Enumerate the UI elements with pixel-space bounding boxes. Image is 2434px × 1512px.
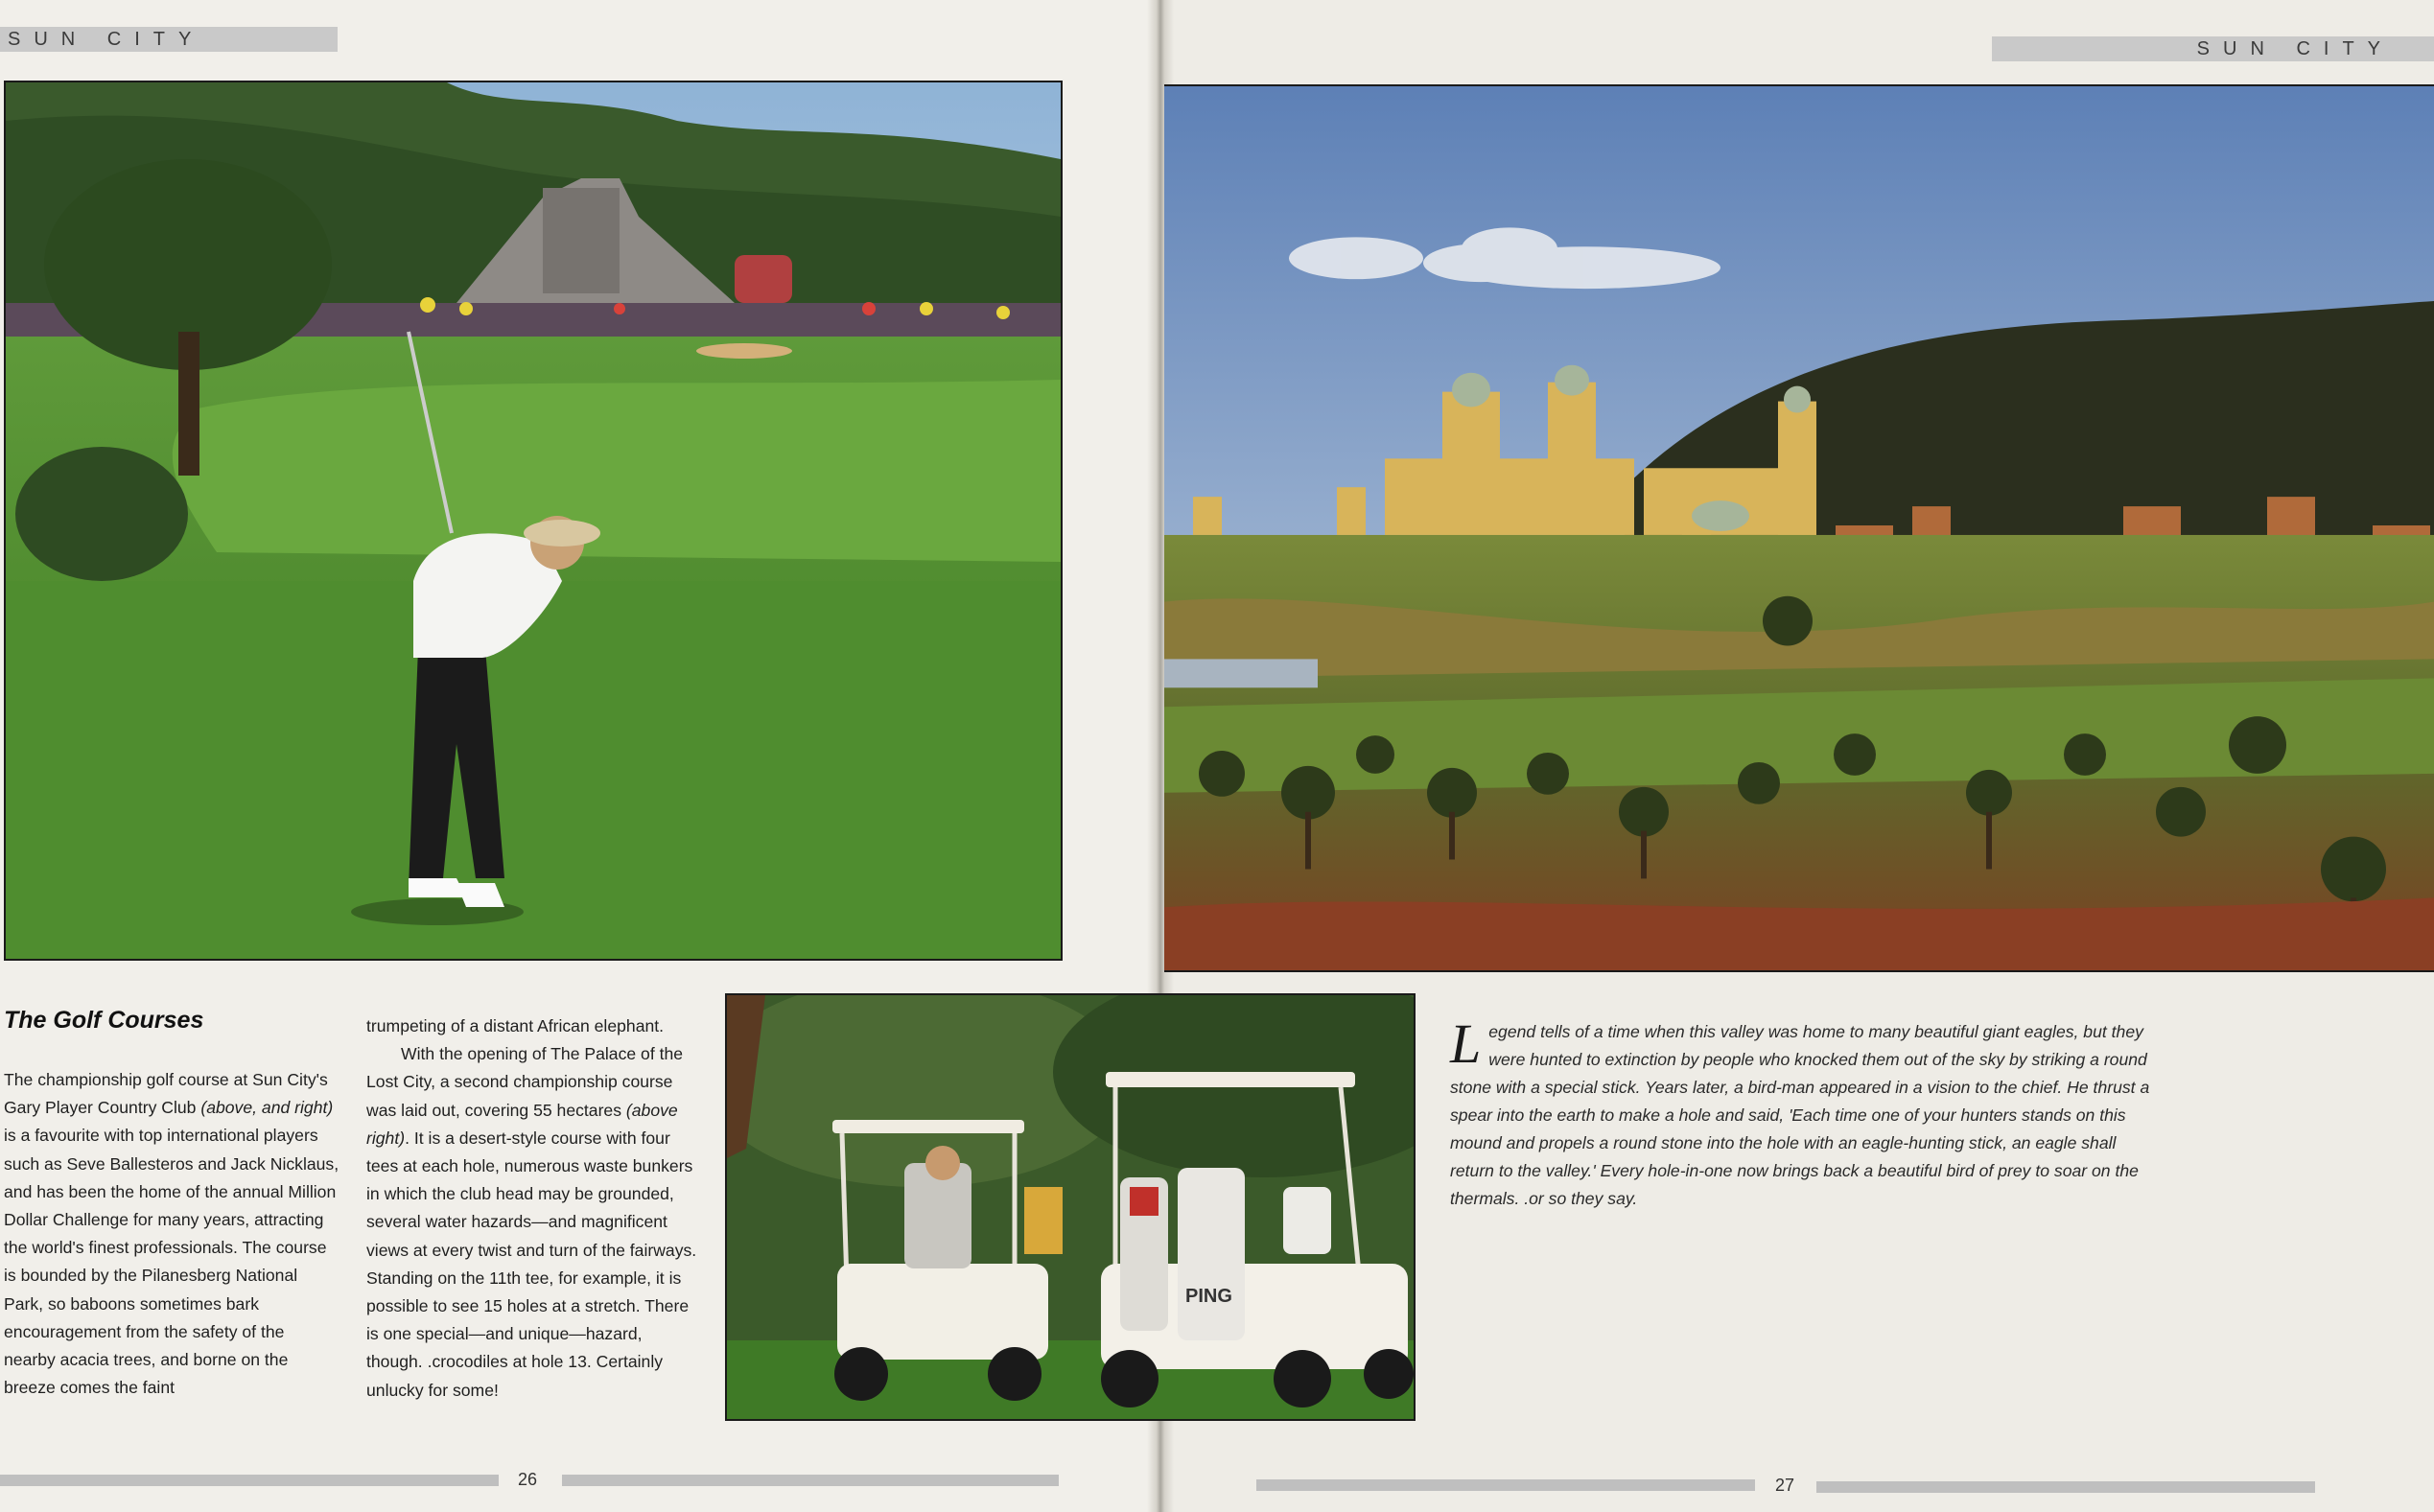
- column-2-lead-line: trumpeting of a distant African elephant.: [366, 1016, 665, 1035]
- running-head-left: SUN CITY: [0, 27, 338, 52]
- article-column-2: [366, 1012, 697, 1405]
- running-head-right: SUN CITY: [1992, 36, 2434, 61]
- golf-carts-photo: [725, 993, 1416, 1421]
- golfer-fairway-photo: [4, 81, 1063, 961]
- footer-rule: [1816, 1481, 2315, 1493]
- footer-rule: [1256, 1479, 1755, 1491]
- lost-city-palace-course-photo: [1164, 84, 2434, 972]
- page-number-right: 27: [1775, 1476, 1795, 1495]
- legend-text: egend tells of a time when this valley was home to many beautiful giant eagles, but they were hunted to extinction by people who knocked them out of the sky by striking a round stone with a special stick. Years later, a bird-man appeared in a vision to the chief. He thrust a spear into the earth to make a hole and said, 'Each time one of your hunters stands on this mound and propels a round stone into the hole with an eagle-hunting stick, an eagle shall return to the valley.' Every hole-in-one now brings back a beautiful bird of prey to soar on the thermals. .or so they say.: [1450, 1022, 2150, 1208]
- article-column-1: The championship golf course at Sun City's Gary Player Country Club (above, and right) is a favourite with top international players such as Seve Ballesteros and Jack Nicklaus, and has been the home of the annual Million Dollar Challenge for many years, attracting the world's finest professionals. The course is bounded by the Pilanesberg National Park, so baboons sometimes bark encouragement from the safety of the nearby acacia trees, and borne on the breeze comes the faint: [4, 1070, 339, 1398]
- article-heading: The Golf Courses: [4, 1007, 204, 1034]
- footer-rule: [0, 1475, 499, 1486]
- legend-caption: [1450, 1012, 2150, 1213]
- drop-cap: L: [1450, 1012, 1482, 1075]
- column-2-paragraph: With the opening of The Palace of the Lost City, a second championship course was laid out, covering 55 hectares (above right). It is a desert-style course with four tees at each hole, numerous waste bunkers in which the club head may be grounded, several water hazards—and magnificent views at every twist and turn of the fairways. Standing on the 11th tee, for example, it is possible to see 15 holes at a stretch. There is one special—and unique—hazard, though. .crocodiles at hole 13. Certainly unlucky for some!: [366, 1044, 697, 1400]
- photo-reference: (above right): [366, 1100, 678, 1148]
- photo-reference: (above, and right): [200, 1098, 334, 1118]
- ping-bag-logo: PING: [1185, 1286, 1232, 1307]
- footer-rule: [562, 1475, 1059, 1486]
- page-number-left: 26: [518, 1470, 538, 1489]
